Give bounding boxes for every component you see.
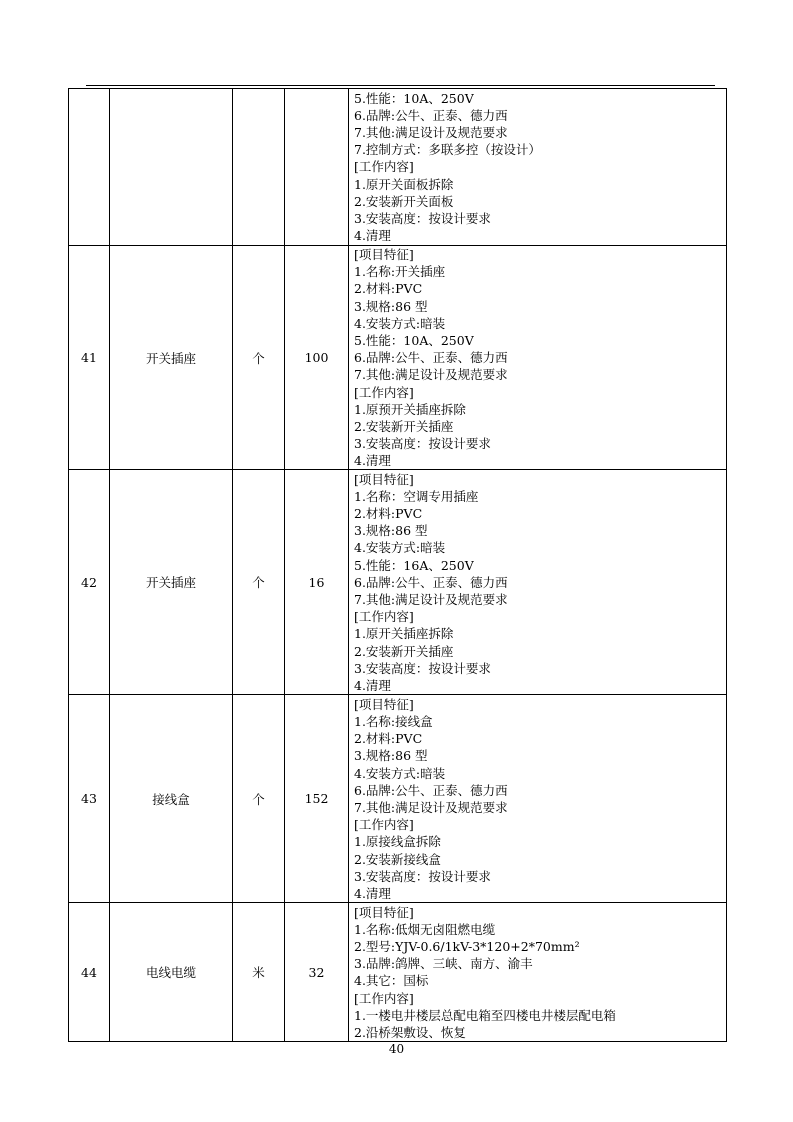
item-number [69,89,110,246]
description-line: 4.其它：国标 [354,973,429,989]
item-description [349,903,727,1042]
description-line: 4.安装方式:暗装 [354,765,446,781]
item-quantity: 152 [285,695,349,903]
description-line: 4.清理 [354,453,391,469]
description-line: 1.原接线盒拆除 [354,834,441,850]
table-row [69,246,727,470]
description-line: [项目特征] [354,696,414,712]
item-name [110,89,233,246]
description-line: [项目特征] [354,247,414,262]
description-line: 5.性能：16A、250V [354,557,474,573]
page-number: 40 [388,1042,405,1056]
description-line: 7.控制方式：多联多控（按设计） [354,142,541,158]
description-line: 4.安装方式:暗装 [354,540,446,556]
description-line: 5.性能：10A、250V [354,90,474,106]
description-line: 2.材料:PVC [354,281,423,297]
item-description [349,89,727,246]
table-row [69,695,727,903]
description-line: 4.清理 [354,885,391,901]
description-line: 4.清理 [354,677,391,693]
item-quantity: 100 [285,246,349,470]
description-line: 6.品牌:公牛、正泰、德力西 [354,350,508,366]
item-number: 42 [69,470,110,695]
item-description [349,246,727,470]
description-line: 1.原预开关插座拆除 [354,401,466,417]
item-number: 44 [69,903,110,1042]
item-unit: 个 [233,470,285,695]
description-line: [工作内容] [354,990,414,1006]
description-line: 1.名称:开关插座 [354,264,446,280]
description-line: 3.规格:86 型 [354,748,428,764]
description-line: 3.安装高度：按设计要求 [354,660,491,676]
description-line: 3.规格:86 型 [354,523,428,539]
description-line: 3.品牌:鸽牌、三峡、南方、渝丰 [354,956,533,972]
description-line: 7.其他:满足设计及规范要求 [354,367,508,383]
description-line: 2.安装新开关插座 [354,418,454,434]
description-line: 3.安装高度：按设计要求 [354,436,491,452]
description-line: 2.安装新开关面板 [354,193,454,209]
item-name: 接线盒 [110,695,233,903]
item-unit [233,89,285,246]
description-line: [工作内容] [354,159,414,175]
description-line: 2.安装新接线盒 [354,851,441,867]
description-line: 3.安装高度：按设计要求 [354,210,491,226]
description-line: 2.安装新开关插座 [354,643,454,659]
description-line: [项目特征] [354,471,414,487]
description-line: [工作内容] [354,817,414,833]
description-line: 1.原开关面板拆除 [354,176,454,192]
description-line: 3.安装高度：按设计要求 [354,868,491,884]
description-line: 1.一楼电井楼层总配电箱至四楼电井楼层配电箱 [354,1007,616,1023]
description-line: 1.名称:接线盒 [354,714,433,729]
item-number: 43 [69,695,110,903]
description-line: 1.名称:低烟无卤阻燃电缆 [354,921,496,937]
item-description [349,470,727,695]
item-unit: 米 [233,903,285,1042]
description-line: [项目特征] [354,904,414,920]
description-line: 7.其他:满足设计及规范要求 [354,592,508,608]
item-quantity: 16 [285,470,349,695]
description-line: 1.名称：空调专用插座 [354,488,479,504]
item-name: 电线电缆 [110,903,233,1042]
item-unit: 个 [233,246,285,470]
description-line: 6.品牌:公牛、正泰、德力西 [354,107,508,123]
description-line: 2.材料:PVC [354,731,423,747]
description-line: [工作内容] [354,384,414,400]
description-line: 2.沿桥架敷设、恢复 [354,1025,466,1040]
item-description [349,695,727,903]
item-quantity: 32 [285,903,349,1042]
item-name: 开关插座 [110,470,233,695]
table-row [69,903,727,1042]
description-line: 5.性能：10A、250V [354,332,474,348]
description-line: 2.型号:YJV-0.6/1kV-3*120+2*70mm² [354,939,580,955]
description-line: 4.安装方式:暗装 [354,315,446,331]
description-line: 6.品牌:公牛、正泰、德力西 [354,574,508,590]
description-line: 1.原开关插座拆除 [354,626,454,642]
table-row [69,89,727,246]
description-line: 2.材料:PVC [354,506,423,522]
bill-of-quantities-table [68,88,727,1042]
description-line: 6.品牌:公牛、正泰、德力西 [354,782,508,798]
table-row [69,470,727,695]
item-name: 开关插座 [110,246,233,470]
description-line: 3.规格:86 型 [354,298,428,314]
item-number: 41 [69,246,110,470]
item-unit: 个 [233,695,285,903]
description-line: 4.清理 [354,228,391,244]
item-quantity [285,89,349,246]
header-rule [86,85,715,86]
description-line: [工作内容] [354,609,414,625]
description-line: 7.其他:满足设计及规范要求 [354,125,508,141]
description-line: 7.其他:满足设计及规范要求 [354,799,508,815]
